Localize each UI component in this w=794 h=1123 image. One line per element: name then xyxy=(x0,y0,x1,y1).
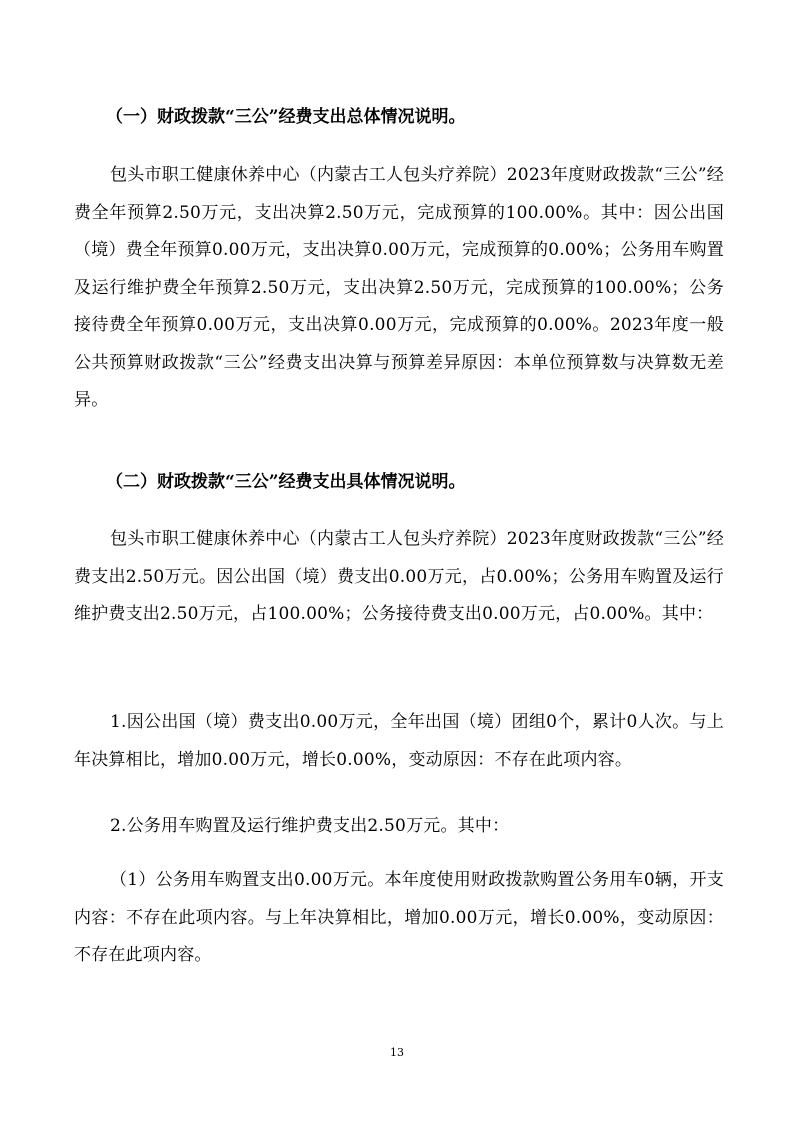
section-heading-overall: （一）财政拨款“三公”经费支出总体情况说明。 xyxy=(106,107,466,127)
paragraph-vehicle-expense: 2.公务用车购置及运行维护费支出2.50万元。其中： xyxy=(110,816,510,836)
paragraph-outbound-travel: 1.因公出国（境）费支出0.00万元，全年出国（境）团组0个，累计0人次。与上年决算相比，增加0.00万元，增长0.00%，变动原因：不存在此项内容。 xyxy=(74,712,724,770)
paragraph-vehicle-purchase: （1）公务用车购置支出0.00万元。本年度使用财政拨款购置公务用车0辆，开支内容：不存在此项内容。与上年决算相比，增加0.00万元，增长0.00%，变动原因：不存在此项内容。 xyxy=(74,870,724,965)
section-heading-detail: （二）财政拨款“三公”经费支出具体情况说明。 xyxy=(106,472,466,492)
paragraph-detail-summary: 包头市职工健康休养中心（内蒙古工人包头疗养院）2023年度财政拨款“三公”经费支出2.50万元。因公出国（境）费支出0.00万元，占0.00%；公务用车购置及运行维护费支出2.50万元，占100.00%；公务接待费支出0.00万元，占0.00%。其中： xyxy=(74,529,724,624)
paragraph-overall-summary: 包头市职工健康休养中心（内蒙古工人包头疗养院）2023年度财政拨款“三公”经费全年预算2.50万元，支出决算2.50万元，完成预算的100.00%。其中：因公出国（境）费全年预算0.00万元，支出决算0.00万元，完成预算的0.00%；公务用车购置及运行维护费全年预算2.50万元，支出决算2.50万元，完成预算的100.00%；公务接待费全年预算0.00万元，支出决算0.00万元，完成预算的0.00%。2023年度一般公共预算财政拨款“三公”经费支出决算与预算差异原因：本单位预算数与决算数无差异。 xyxy=(74,165,724,410)
page-number: 13 xyxy=(390,1046,404,1059)
